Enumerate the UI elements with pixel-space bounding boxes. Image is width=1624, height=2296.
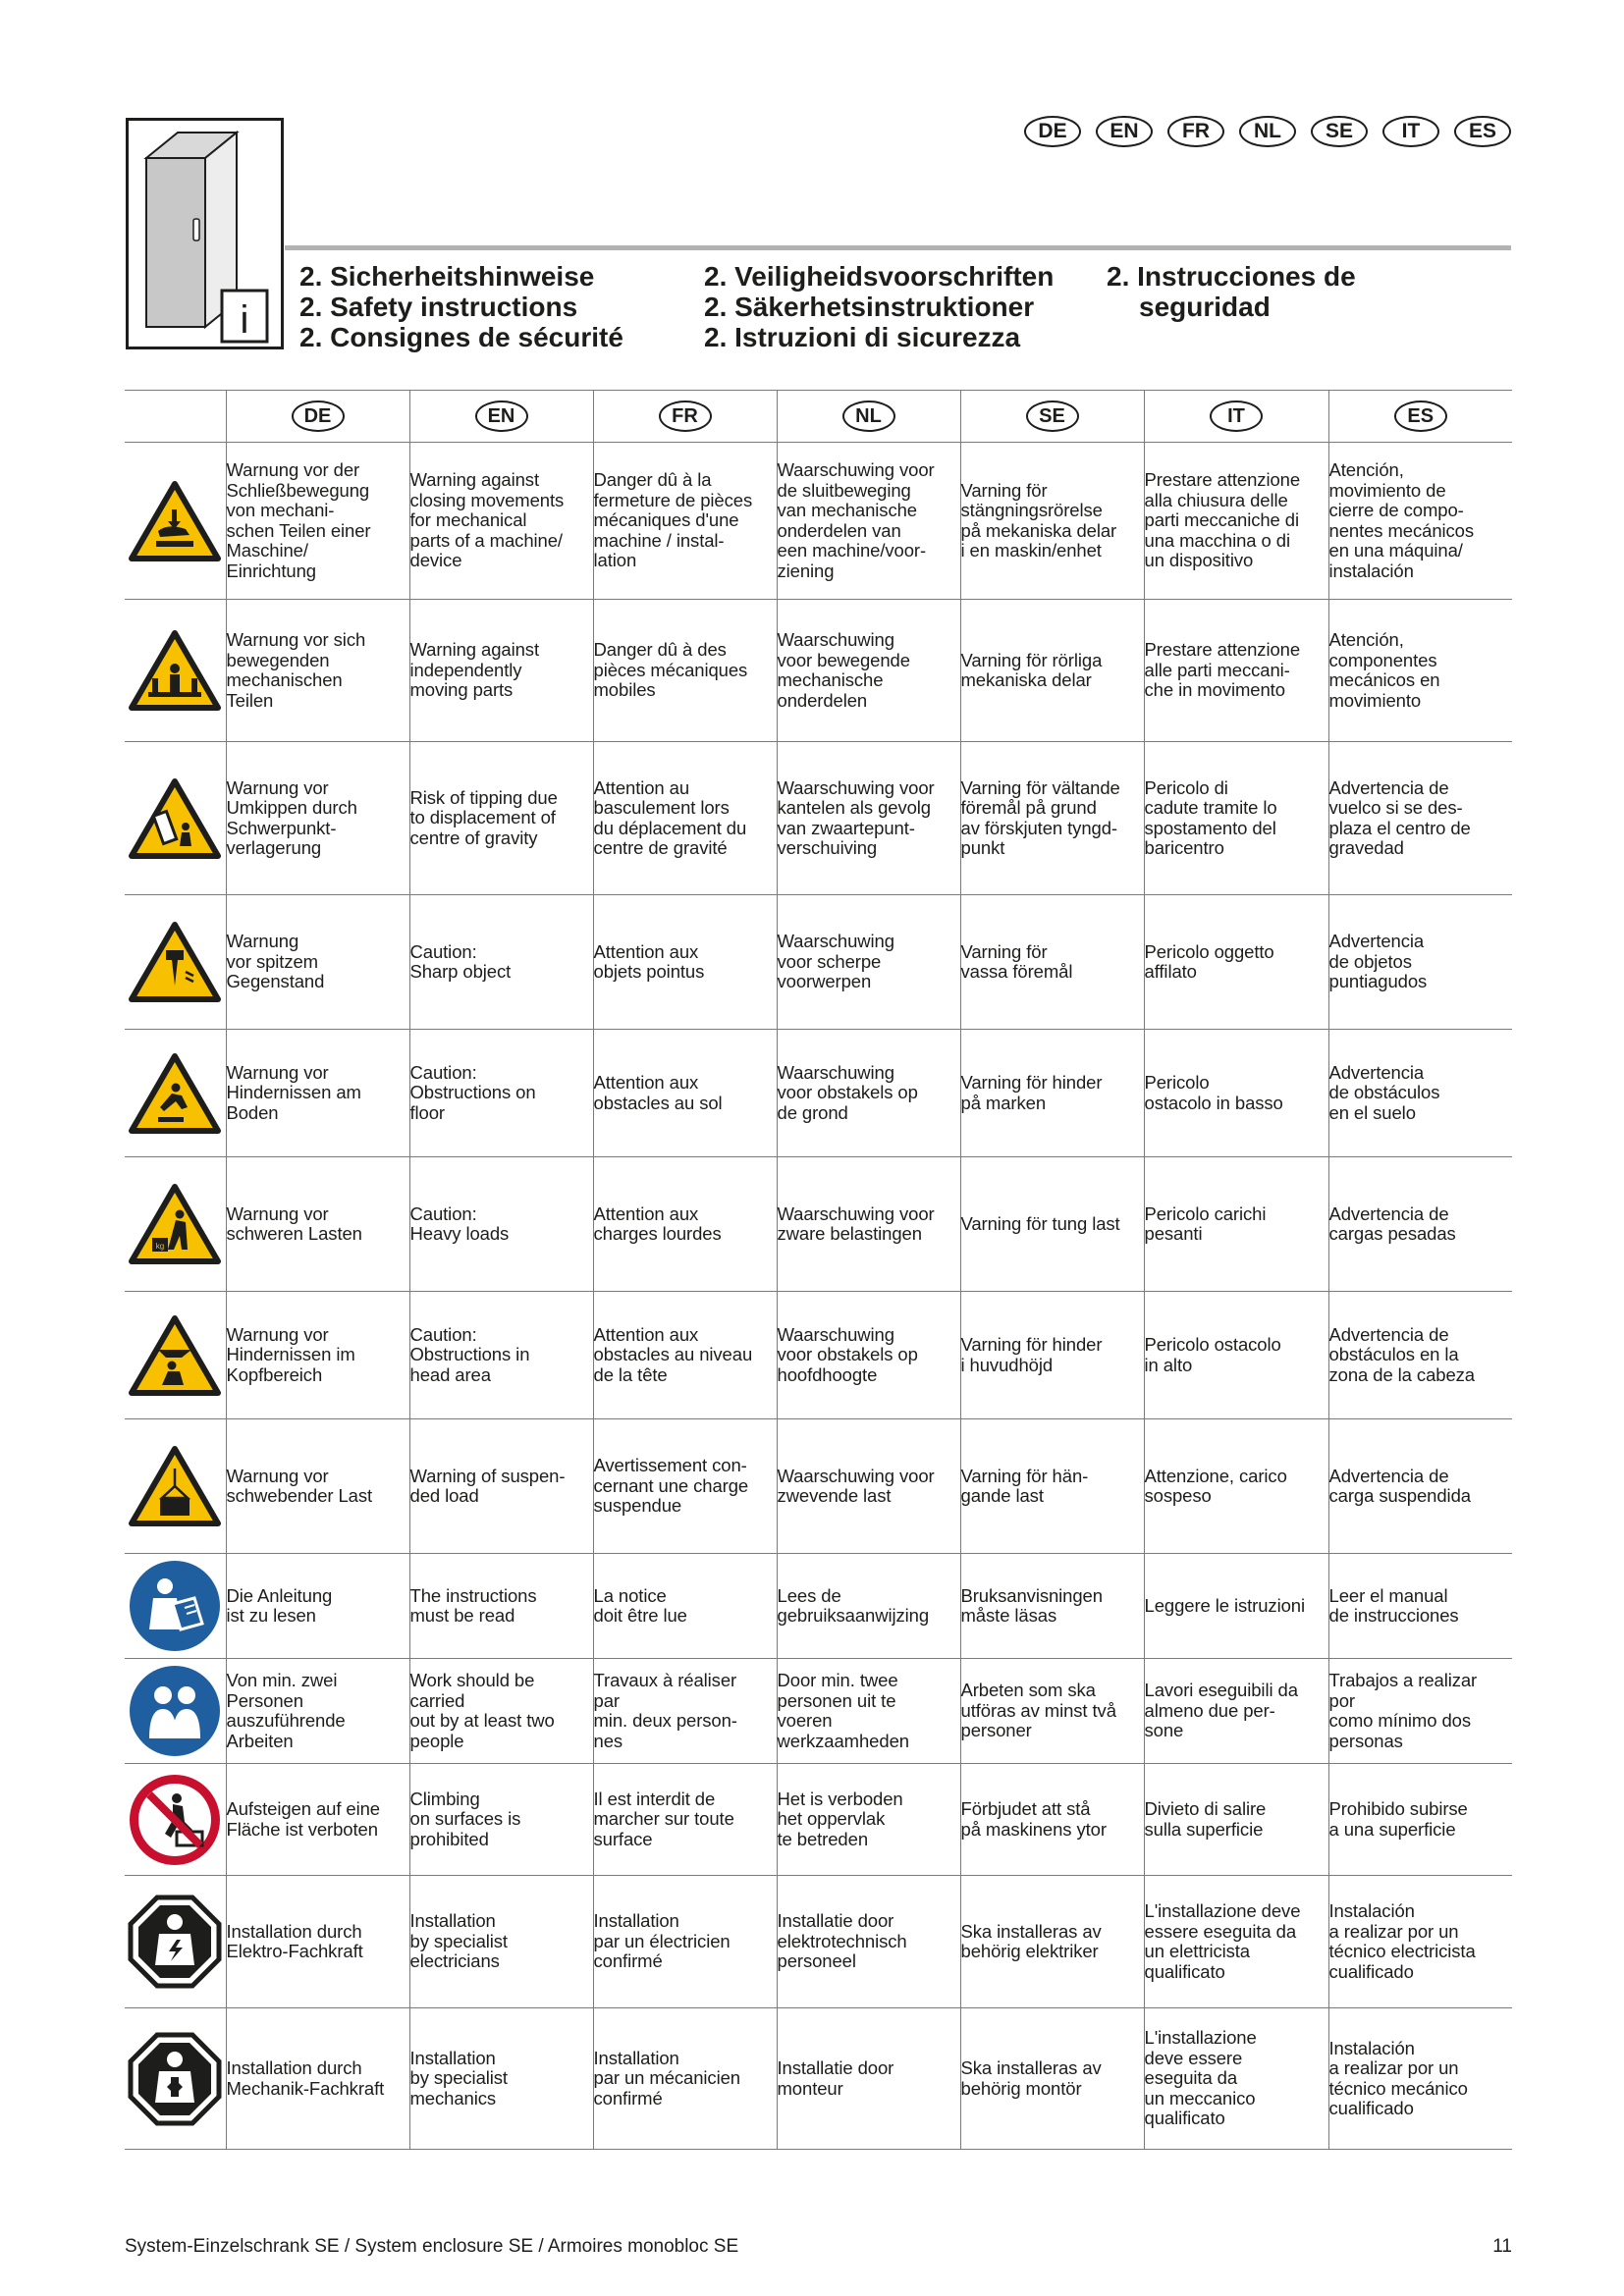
cell-de: Warnung vor schweren Lasten xyxy=(226,1157,409,1292)
header-de xyxy=(226,391,409,443)
cell-fr: Danger dû à la fermeture de pièces mécaniques d'une machine / instal- lation xyxy=(593,443,777,600)
row-icon-cell xyxy=(125,742,226,895)
cell-es: Advertencia de carga suspendida xyxy=(1328,1419,1512,1554)
cell-se: Varning för tung last xyxy=(960,1157,1144,1292)
row-icon-cell xyxy=(125,600,226,742)
cell-it: Leggere le istruzioni xyxy=(1144,1554,1328,1659)
row-icon-cell xyxy=(125,1157,226,1292)
cell-it: Pericolo ostacolo in alto xyxy=(1144,1292,1328,1419)
cell-se: Varning för stängningsrörelse på mekaniska delar i en maskin/enhet xyxy=(960,443,1144,600)
table-row xyxy=(125,2008,1512,2150)
cell-it: Attenzione, carico sospeso xyxy=(1144,1419,1328,1554)
cell-se: Varning för hinder i huvudhöjd xyxy=(960,1292,1144,1419)
table-row xyxy=(125,1659,1512,1764)
read-manual-icon xyxy=(125,1559,226,1653)
cell-se: Varning för vassa föremål xyxy=(960,895,1144,1030)
row-icon-cell xyxy=(125,1030,226,1157)
cell-se: Ska installeras av behörig elektriker xyxy=(960,1876,1144,2008)
cell-en: Work should be carried out by at least two people xyxy=(409,1659,593,1764)
cell-nl: Lees de gebruiksaanwijzing xyxy=(777,1554,960,1659)
cell-it: Prestare attenzione alla chiusura delle parti meccaniche di una macchina o di un dispositivo xyxy=(1144,443,1328,600)
row-icon-cell xyxy=(125,1554,226,1659)
cell-se: Varning för rörliga mekaniska delar xyxy=(960,600,1144,742)
lang-pill-it: IT xyxy=(1382,116,1439,147)
language-selector xyxy=(1024,116,1511,147)
cell-en: Caution: Sharp object xyxy=(409,895,593,1030)
cell-fr: Travaux à réaliser par min. deux person- nes xyxy=(593,1659,777,1764)
cell-en: Climbing on surfaces is prohibited xyxy=(409,1764,593,1876)
table-row xyxy=(125,1554,1512,1659)
row-icon-cell xyxy=(125,2008,226,2150)
row-icon-cell xyxy=(125,1659,226,1764)
svg-text:i: i xyxy=(240,298,249,342)
cell-it: Prestare attenzione alle parti meccani- che in movimento xyxy=(1144,600,1328,742)
cell-de: Warnung vor Umkippen durch Schwerpunkt- verlagerung xyxy=(226,742,409,895)
heavy-load-warning-icon xyxy=(125,1183,226,1265)
cell-se: Arbeten som ska utföras av minst två personer xyxy=(960,1659,1144,1764)
header-en xyxy=(409,391,593,443)
cell-es: Advertencia de cargas pesadas xyxy=(1328,1157,1512,1292)
header-nl xyxy=(777,391,960,443)
cell-en: Caution: Heavy loads xyxy=(409,1157,593,1292)
cell-fr: Attention aux charges lourdes xyxy=(593,1157,777,1292)
header-es xyxy=(1328,391,1512,443)
cell-nl: Door min. twee personen uit te voeren werkzaamheden xyxy=(777,1659,960,1764)
floor-obstacle-warning-icon xyxy=(125,1052,226,1135)
cell-es: Advertencia de obstáculos en el suelo xyxy=(1328,1030,1512,1157)
table-row xyxy=(125,1030,1512,1157)
cell-de: Warnung vor schwebender Last xyxy=(226,1419,409,1554)
cell-en: Installation by specialist electricians xyxy=(409,1876,593,2008)
header-icon-column xyxy=(125,391,226,443)
cell-de: Warnung vor sich bewegenden mechanischen Teilen xyxy=(226,600,409,742)
cell-en: Warning against independently moving parts xyxy=(409,600,593,742)
header-fr xyxy=(593,391,777,443)
lang-pill-es: ES xyxy=(1454,116,1511,147)
cell-fr: Danger dû à des pièces mécaniques mobiles xyxy=(593,600,777,742)
title-de: 2. Sicherheitshinweise xyxy=(299,261,595,292)
cell-en: Installation by specialist mechanics xyxy=(409,2008,593,2150)
cell-es: Leer el manual de instrucciones xyxy=(1328,1554,1512,1659)
cell-fr: La notice doit être lue xyxy=(593,1554,777,1659)
cell-es: Prohibido subirse a una superficie xyxy=(1328,1764,1512,1876)
cell-fr: Attention au basculement lors du déplacement du centre de gravité xyxy=(593,742,777,895)
title-nl: 2. Veiligheidsvoorschriften xyxy=(704,261,1055,292)
head-obstacle-warning-icon xyxy=(125,1314,226,1397)
tipping-warning-icon xyxy=(125,777,226,860)
cell-de: Installation durch Mechanik-Fachkraft xyxy=(226,2008,409,2150)
cell-nl: Waarschuwing voor zware belastingen xyxy=(777,1157,960,1292)
electrician-icon xyxy=(125,1895,226,1989)
cell-es: Advertencia de vuelco si se des- plaza el centro de gravedad xyxy=(1328,742,1512,895)
table-row xyxy=(125,1876,1512,2008)
title-en: 2. Safety instructions xyxy=(299,292,578,322)
lang-pill-en: EN xyxy=(1096,116,1153,147)
cell-se: Varning för hinder på marken xyxy=(960,1030,1144,1157)
cell-en: Warning against closing movements for mechanical parts of a machine/ device xyxy=(409,443,593,600)
mechanic-icon xyxy=(125,2032,226,2126)
cell-fr: Attention aux obstacles au sol xyxy=(593,1030,777,1157)
cell-de: Installation durch Elektro-Fachkraft xyxy=(226,1876,409,2008)
lang-pill-nl: NL xyxy=(1239,116,1296,147)
title-es: 2. Instrucciones de xyxy=(1107,261,1356,292)
cell-it: Pericolo oggetto affilato xyxy=(1144,895,1328,1030)
cell-de: Die Anleitung ist zu lesen xyxy=(226,1554,409,1659)
cell-se: Varning för vältande föremål på grund av förskjuten tyngd- punkt xyxy=(960,742,1144,895)
row-icon-cell xyxy=(125,1764,226,1876)
header-pill-de: DE xyxy=(292,400,345,432)
hand-crush-warning-icon xyxy=(125,480,226,562)
cell-se: Ska installeras av behörig montör xyxy=(960,2008,1144,2150)
table-row xyxy=(125,1157,1512,1292)
cell-se: Förbjudet att stå på maskinens ytor xyxy=(960,1764,1144,1876)
cell-se: Bruksanvisningen måste läsas xyxy=(960,1554,1144,1659)
moving-parts-warning-icon xyxy=(125,629,226,712)
cell-es: Trabajos a realizar por como mínimo dos personas xyxy=(1328,1659,1512,1764)
row-icon-cell xyxy=(125,1876,226,2008)
table-row xyxy=(125,1764,1512,1876)
lang-pill-de: DE xyxy=(1024,116,1081,147)
row-icon-cell xyxy=(125,443,226,600)
cell-nl: Waarschuwing voor de sluitbeweging van mechanische onderdelen van een machine/voor- ziening xyxy=(777,443,960,600)
row-icon-cell xyxy=(125,1292,226,1419)
cell-fr: Il est interdit de marcher sur toute surface xyxy=(593,1764,777,1876)
cell-fr: Attention aux obstacles au niveau de la tête xyxy=(593,1292,777,1419)
cell-de: Warnung vor Hindernissen im Kopfbereich xyxy=(226,1292,409,1419)
header-pill-fr: FR xyxy=(659,400,712,432)
cell-it: Pericolo ostacolo in basso xyxy=(1144,1030,1328,1157)
safety-table xyxy=(125,390,1512,2150)
cell-it: Divieto di salire sulla superficie xyxy=(1144,1764,1328,1876)
cell-en: Warning of suspen- ded load xyxy=(409,1419,593,1554)
cell-nl: Waarschuwing voor scherpe voorwerpen xyxy=(777,895,960,1030)
cell-nl: Installatie door elektrotechnisch personeel xyxy=(777,1876,960,2008)
cell-es: Advertencia de obstáculos en la zona de la cabeza xyxy=(1328,1292,1512,1419)
title-fr: 2. Consignes de sécurité xyxy=(299,322,623,352)
cell-de: Warnung vor Hindernissen am Boden xyxy=(226,1030,409,1157)
table-row xyxy=(125,742,1512,895)
cell-en: Caution: Obstructions in head area xyxy=(409,1292,593,1419)
suspended-load-warning-icon xyxy=(125,1445,226,1527)
cabinet-icon xyxy=(129,121,281,347)
cell-es: Advertencia de objetos puntiagudos xyxy=(1328,895,1512,1030)
table-header-row xyxy=(125,391,1512,443)
row-icon-cell xyxy=(125,895,226,1030)
cell-se: Varning för hän- gande last xyxy=(960,1419,1144,1554)
footer-text: System-Einzelschrank SE / System enclosure SE / Armoires monobloc SE xyxy=(125,2236,739,2257)
cell-es: Instalación a realizar por un técnico mecánico cualificado xyxy=(1328,2008,1512,2150)
sharp-object-warning-icon xyxy=(125,921,226,1003)
cell-nl: Het is verboden het oppervlak te betreden xyxy=(777,1764,960,1876)
lang-pill-fr: FR xyxy=(1167,116,1224,147)
header-pill-es: ES xyxy=(1394,400,1447,432)
cell-en: Caution: Obstructions on floor xyxy=(409,1030,593,1157)
table-row xyxy=(125,895,1512,1030)
two-persons-icon xyxy=(125,1664,226,1758)
cell-es: Atención, movimiento de cierre de compo- nentes mecánicos en una máquina/ instalación xyxy=(1328,443,1512,600)
cell-nl: Waarschuwing voor zwevende last xyxy=(777,1419,960,1554)
header-se xyxy=(960,391,1144,443)
cell-nl: Waarschuwing voor kantelen als gevolg van zwaartepunt- verschuiving xyxy=(777,742,960,895)
cell-it: L'installazione deve essere eseguita da un elettricista qualificato xyxy=(1144,1876,1328,2008)
cell-fr: Attention aux objets pointus xyxy=(593,895,777,1030)
title-column-3 xyxy=(1107,261,1356,322)
cell-nl: Waarschuwing voor obstakels op hoofdhoogte xyxy=(777,1292,960,1419)
cell-nl: Waarschuwing voor obstakels op de grond xyxy=(777,1030,960,1157)
svg-text:kg: kg xyxy=(156,1242,165,1251)
cell-it: Pericolo di cadute tramite lo spostamento del baricentro xyxy=(1144,742,1328,895)
cell-de: Warnung vor der Schließbewegung von mechani- schen Teilen einer Maschine/ Einrichtung xyxy=(226,443,409,600)
header-rule xyxy=(285,245,1511,250)
header-pill-nl: NL xyxy=(842,400,895,432)
table-row xyxy=(125,1292,1512,1419)
cell-de: Von min. zwei Personen auszuführende Arbeiten xyxy=(226,1659,409,1764)
title-column-1 xyxy=(299,261,623,352)
cell-de: Aufsteigen auf eine Fläche ist verboten xyxy=(226,1764,409,1876)
title-column-2 xyxy=(704,261,1054,352)
enclosure-info-logo xyxy=(126,118,284,349)
cell-es: Instalación a realizar por un técnico electricista cualificado xyxy=(1328,1876,1512,2008)
cell-en: Risk of tipping due to displacement of centre of gravity xyxy=(409,742,593,895)
cell-de: Warnung vor spitzem Gegenstand xyxy=(226,895,409,1030)
lang-pill-se: SE xyxy=(1311,116,1368,147)
cell-nl: Waarschuwing voor bewegende mechanische onderdelen xyxy=(777,600,960,742)
title-se: 2. Säkerhetsinstruktioner xyxy=(704,292,1035,322)
header-pill-it: IT xyxy=(1210,400,1263,432)
cell-it: L'installazione deve essere eseguita da un meccanico qualificato xyxy=(1144,2008,1328,2150)
header-it xyxy=(1144,391,1328,443)
cell-fr: Installation par un mécanicien confirmé xyxy=(593,2008,777,2150)
page-number: 11 xyxy=(1492,2236,1512,2257)
table-row xyxy=(125,1419,1512,1554)
header-pill-se: SE xyxy=(1026,400,1079,432)
cell-it: Pericolo carichi pesanti xyxy=(1144,1157,1328,1292)
header-pill-en: EN xyxy=(475,400,528,432)
cell-it: Lavori eseguibili da almeno due per- sone xyxy=(1144,1659,1328,1764)
cell-es: Atención, componentes mecánicos en movimiento xyxy=(1328,600,1512,742)
cell-en: The instructions must be read xyxy=(409,1554,593,1659)
title-es-cont: seguridad xyxy=(1139,292,1271,322)
table-row xyxy=(125,600,1512,742)
cell-fr: Installation par un électricien confirmé xyxy=(593,1876,777,2008)
title-it: 2. Istruzioni di sicurezza xyxy=(704,322,1021,352)
cell-fr: Avertissement con- cernant une charge suspendue xyxy=(593,1419,777,1554)
row-icon-cell xyxy=(125,1419,226,1554)
no-climbing-icon xyxy=(125,1773,226,1867)
table-row xyxy=(125,443,1512,600)
cell-nl: Installatie door monteur xyxy=(777,2008,960,2150)
